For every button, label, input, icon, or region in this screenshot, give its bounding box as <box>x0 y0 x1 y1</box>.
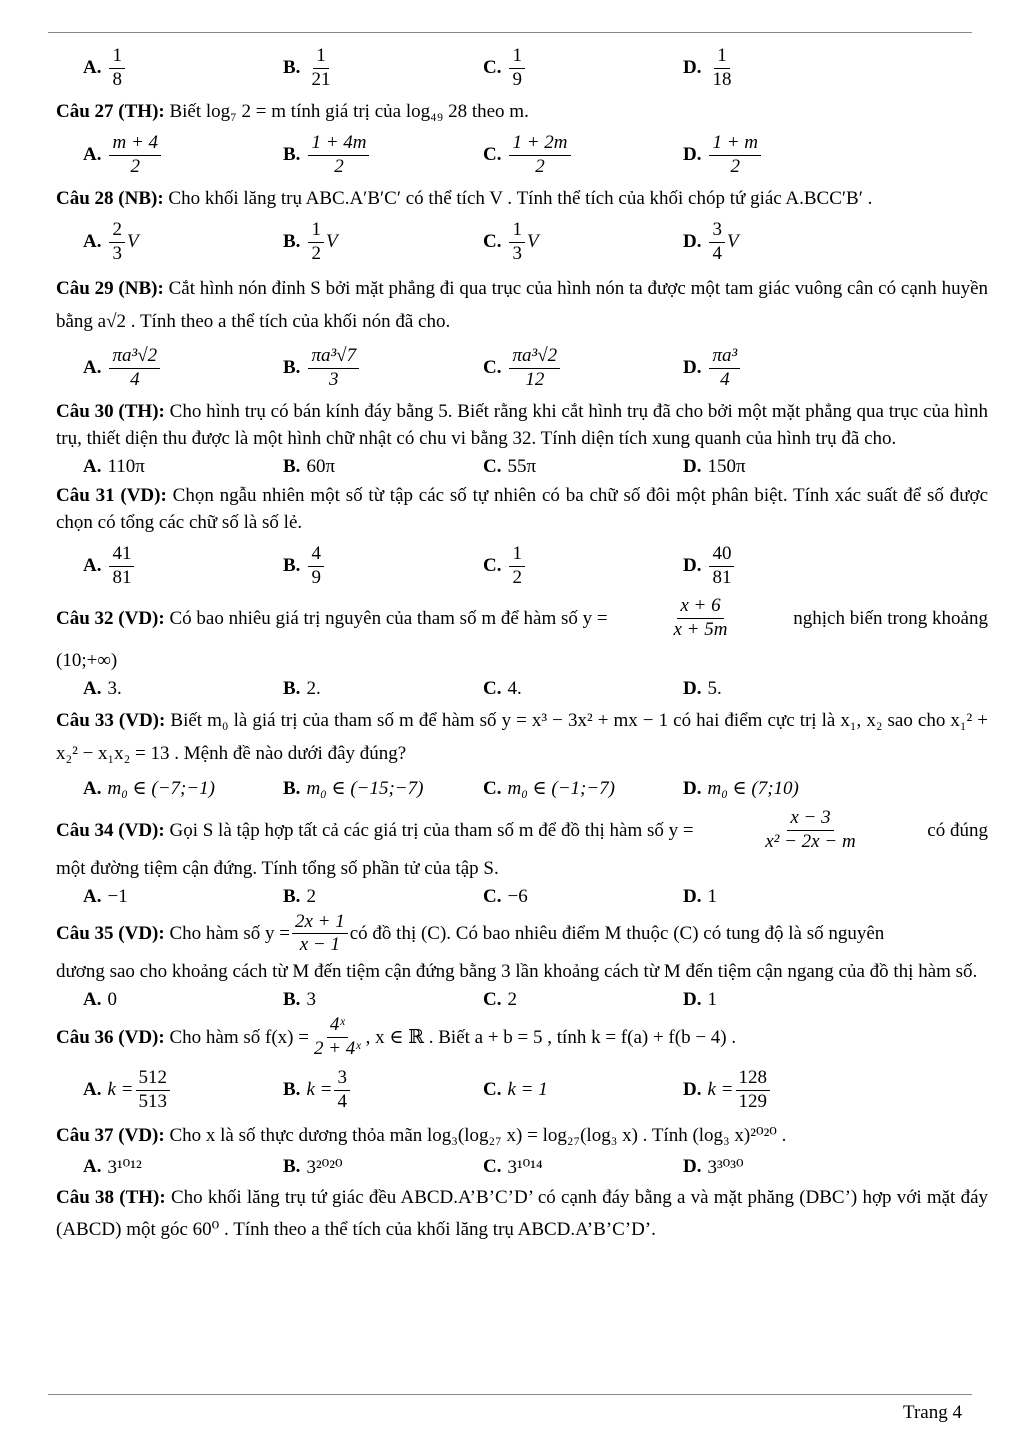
fraction: $\frac{2}{3}$ <box>109 220 125 265</box>
fraction: $\frac{x - 3}{\text{x² − 2x − m}}$ <box>765 806 856 852</box>
fraction: $\frac{1}{3}$ <box>509 220 525 265</box>
q29-options <box>56 340 988 396</box>
fraction: $\frac{\text{πa³√2}}{12}$ <box>509 346 560 391</box>
question-32: Câu 32 (VD): Có bao nhiêu giá trị nguyên của tham số m để hàm số y = $\frac{x + 6}{x + 5m}$ nghịch biến trong khoảng <box>56 595 988 640</box>
q30-option-d[interactable]: D. 150π <box>683 456 746 477</box>
q28-option-a[interactable]: A. $\frac{2}{3}$ V <box>83 218 139 264</box>
q27-options <box>56 127 988 183</box>
question-27: Câu 27 (TH): Biết log₇ 2 = m tính giá trị của log₄₉ 28 theo m. <box>56 101 529 122</box>
q27-option-a[interactable]: A. $\frac{m + 4}{2}$ <box>83 133 283 178</box>
q29-option-c[interactable]: C. $\frac{\text{πa³√2}}{12}$ <box>483 346 683 391</box>
q26-option-c[interactable]: C. $\frac{1}{9}$ <box>483 46 683 91</box>
question-34-line2: một đường tiệm cận đứng. Tính tổng số phần tử của tập S. <box>56 857 499 879</box>
q36-option-a[interactable]: A. k = $\frac{512}{513}$ <box>83 1068 283 1113</box>
q35-option-b[interactable]: B. 3 <box>283 989 316 1011</box>
fraction: $\frac{1 + m}{2}$ <box>709 133 761 178</box>
q37-options <box>56 1154 988 1180</box>
fraction: $\frac{3}{4}$ <box>334 1068 350 1113</box>
q37-option-a[interactable]: A. 3¹⁰¹² <box>83 1156 142 1178</box>
fraction: $\frac{2x + 1}{x - 1}$ <box>292 912 348 957</box>
fraction: $\frac{x + 6}{x + 5m}$ <box>673 595 728 640</box>
fraction: $\frac{1}{8}$ <box>109 46 125 91</box>
exam-page <box>56 40 988 1248</box>
fraction: $\frac{1}{2}$ <box>509 544 525 589</box>
q32-option-c[interactable]: C. 4. <box>483 677 522 699</box>
footer-rule <box>48 1394 972 1395</box>
q31-option-b[interactable]: B. $\frac{4}{9}$ <box>283 544 483 589</box>
q34-option-a[interactable]: A. −1 <box>83 885 128 907</box>
q33-option-c[interactable]: C. m₀ ∈ (−1;−7) <box>483 777 615 800</box>
fraction: $\frac{41}{81}$ <box>109 544 134 589</box>
header-rule <box>48 32 972 33</box>
q27-option-b[interactable]: B. $\frac{1 + 4m}{2}$ <box>283 133 483 178</box>
q32-option-a[interactable]: A. 3. <box>83 677 122 699</box>
fraction: $\frac{\text{πa³}}{4}$ <box>709 346 740 391</box>
q36-option-c[interactable]: C. k = 1 <box>483 1079 548 1101</box>
q31-option-a[interactable]: A. $\frac{41}{81}$ <box>83 544 283 589</box>
q36-option-b[interactable]: B. k = $\frac{3}{4}$ <box>283 1068 483 1113</box>
question-37: Câu 37 (VD): Cho x là số thực dương thỏa mãn log₃(log₂₇ x) = log₂₇(log₃ x) . Tính (log₃ x)²⁰²⁰ . <box>56 1125 787 1147</box>
fraction: $\frac{\text{πa³√7}}{3}$ <box>308 346 359 391</box>
question-32-line2: (10;+∞) <box>56 649 118 671</box>
q32-options <box>56 676 988 702</box>
question-31: Câu 31 (VD): Chọn ngẫu nhiên một số từ tập các số tự nhiên có ba chữ số đôi một phân biệt. Tính xác suất để số được chọn có tổng các chữ số là số lẻ. <box>56 485 989 533</box>
q26-option-d[interactable]: D. $\frac{1}{18}$ <box>683 46 933 91</box>
q33-options <box>56 772 988 806</box>
q28-option-b[interactable]: B. $\frac{1}{2}$ V <box>283 218 338 264</box>
q33-option-b[interactable]: B. m₀ ∈ (−15;−7) <box>283 777 424 800</box>
fraction: $\frac{128}{129}$ <box>736 1068 771 1113</box>
question-36: Câu 36 (VD): Cho hàm số f(x) = $\frac{\text{4ˣ}}{\text{2 + 4ˣ}}$ , x ∈ ℝ . Biết a + b = 5 , tính k = f(a) + f(b − 4) . <box>56 1014 737 1060</box>
q33-option-d[interactable]: D. m₀ ∈ (7;10) <box>683 777 799 800</box>
q30-option-c[interactable]: C. 55π <box>483 456 537 477</box>
q37-option-c[interactable]: C. 3¹⁰¹⁴ <box>483 1156 543 1178</box>
q30-option-a[interactable]: A. 110π <box>83 456 145 477</box>
q34-options <box>56 884 988 910</box>
fraction: $\frac{1}{2}$ <box>308 220 324 265</box>
fraction: $\frac{3}{4}$ <box>709 220 725 265</box>
q37-option-b[interactable]: B. 3²⁰²⁰ <box>283 1156 343 1178</box>
fraction: $\frac{1}{18}$ <box>712 44 732 90</box>
q35-option-c[interactable]: C. 2 <box>483 989 517 1011</box>
fraction: $\frac{\text{πa³√2}}{4}$ <box>109 346 160 391</box>
q35-option-d[interactable]: D. 1 <box>683 989 717 1011</box>
fraction: $\frac{1 + 4m}{2}$ <box>308 133 369 178</box>
q26-option-a[interactable]: A. $\frac{1}{8}$ <box>83 46 283 91</box>
q36-option-d[interactable]: D. k = $\frac{128}{129}$ <box>683 1068 933 1113</box>
q29-option-b[interactable]: B. $\frac{\text{πa³√7}}{3}$ <box>283 346 483 391</box>
fraction: $\frac{512}{513}$ <box>136 1068 171 1113</box>
page-number: Trang 4 <box>903 1402 962 1423</box>
q26-options <box>56 40 988 96</box>
fraction: $\frac{1}{9}$ <box>509 46 525 91</box>
question-34: Câu 34 (VD): Gọi S là tập hợp tất cả các giá trị của tham số m để đồ thị hàm số y = $\frac{x - 3}{\text{x² − 2x − m}}$ có đúng <box>56 806 988 852</box>
question-28: Câu 28 (NB): Cho khối lăng trụ ABC.A′B′C′ có thể tích V . Tính thể tích của khối chóp tứ giác A.BCC′B′ . <box>56 188 873 209</box>
fraction: $\frac{1 + 2m}{2}$ <box>509 133 570 178</box>
q37-option-d[interactable]: D. 3³⁰³⁰ <box>683 1156 744 1178</box>
q28-options <box>56 214 988 270</box>
q33-option-a[interactable]: A. m₀ ∈ (−7;−1) <box>83 777 215 800</box>
q28-option-c[interactable]: C. $\frac{1}{3}$ V <box>483 218 539 264</box>
fraction: $\frac{1}{21}$ <box>311 44 331 90</box>
q27-option-d[interactable]: D. $\frac{1 + m}{2}$ <box>683 133 933 178</box>
q34-option-d[interactable]: D. 1 <box>683 885 717 907</box>
q31-options <box>56 538 988 594</box>
q30-options <box>56 454 988 480</box>
q31-option-d[interactable]: D. $\frac{40}{81}$ <box>683 544 933 589</box>
q31-option-c[interactable]: C. $\frac{1}{2}$ <box>483 544 683 589</box>
question-33: Câu 33 (VD): Biết m₀ là giá trị của tham số m để hàm số y = x³ − 3x² + mx − 1 có hai điểm cực trị là x₁, x₂ sao cho x₁² + x₂² − x₁x₂ = 13 . Mệnh đề nào dưới đây đúng? <box>56 709 989 764</box>
q36-options <box>56 1062 988 1118</box>
q32-option-b[interactable]: B. 2. <box>283 677 321 699</box>
question-35: Câu 35 (VD): Cho hàm số y = $\frac{2x + 1}{x - 1}$ có đồ thị (C). Có bao nhiêu điểm M thuộc (C) có tung độ là số nguyên <box>56 910 885 956</box>
q35-options <box>56 987 988 1013</box>
q26-option-b[interactable]: B. $\frac{1}{21}$ <box>283 46 483 91</box>
fraction: $\frac{\text{4ˣ}}{\text{2 + 4ˣ}}$ <box>313 1014 361 1060</box>
q32-option-d[interactable]: D. 5. <box>683 677 722 699</box>
question-29: Câu 29 (NB): Cắt hình nón đỉnh S bởi mặt phẳng đi qua trục của hình nón ta được một tam giác vuông cân có cạnh huyền bằng a√2 . Tính theo a thể tích của khối nón đã cho. <box>56 278 989 332</box>
q29-option-a[interactable]: A. $\frac{\text{πa³√2}}{4}$ <box>83 346 283 391</box>
fraction: $\frac{4}{9}$ <box>308 544 324 589</box>
fraction: $\frac{40}{81}$ <box>709 544 734 589</box>
q34-option-b[interactable]: B. 2 <box>283 885 316 907</box>
question-35-line2: dương sao cho khoảng cách từ M đến tiệm cận đứng bằng 3 lần khoảng cách từ M đến tiệm cận ngang của đồ thị hàm số. <box>56 961 978 983</box>
q28-option-d[interactable]: D. $\frac{3}{4}$ V <box>683 218 739 264</box>
q34-option-c[interactable]: C. −6 <box>483 885 528 907</box>
question-30: Câu 30 (TH): Cho hình trụ có bán kính đáy bằng 5. Biết rằng khi cắt hình trụ đã cho bởi một mặt phẳng qua trục của hình trụ, thiết diện thu được là một hình chữ nhật có chu vi bằng 32. Tính diện tích xung quanh của hình trụ đã cho. <box>56 401 989 449</box>
q27-option-c[interactable]: C. $\frac{1 + 2m}{2}$ <box>483 133 683 178</box>
fraction: $\frac{m + 4}{2}$ <box>109 133 161 178</box>
q30-option-b[interactable]: B. 60π <box>283 456 336 477</box>
question-38: Câu 38 (TH): Cho khối lăng trụ tứ giác đều ABCD.A’B’C’D’ có cạnh đáy bằng a và mặt phăng (DBC’) hợp với mặt đáy (ABCD) một góc 60⁰ . Tính theo a thể tích của khối lăng trụ ABCD.A’B’C’D’. <box>56 1187 989 1241</box>
q29-option-d[interactable]: D. $\frac{\text{πa³}}{4}$ <box>683 346 933 391</box>
q35-option-a[interactable]: A. 0 <box>83 989 117 1011</box>
